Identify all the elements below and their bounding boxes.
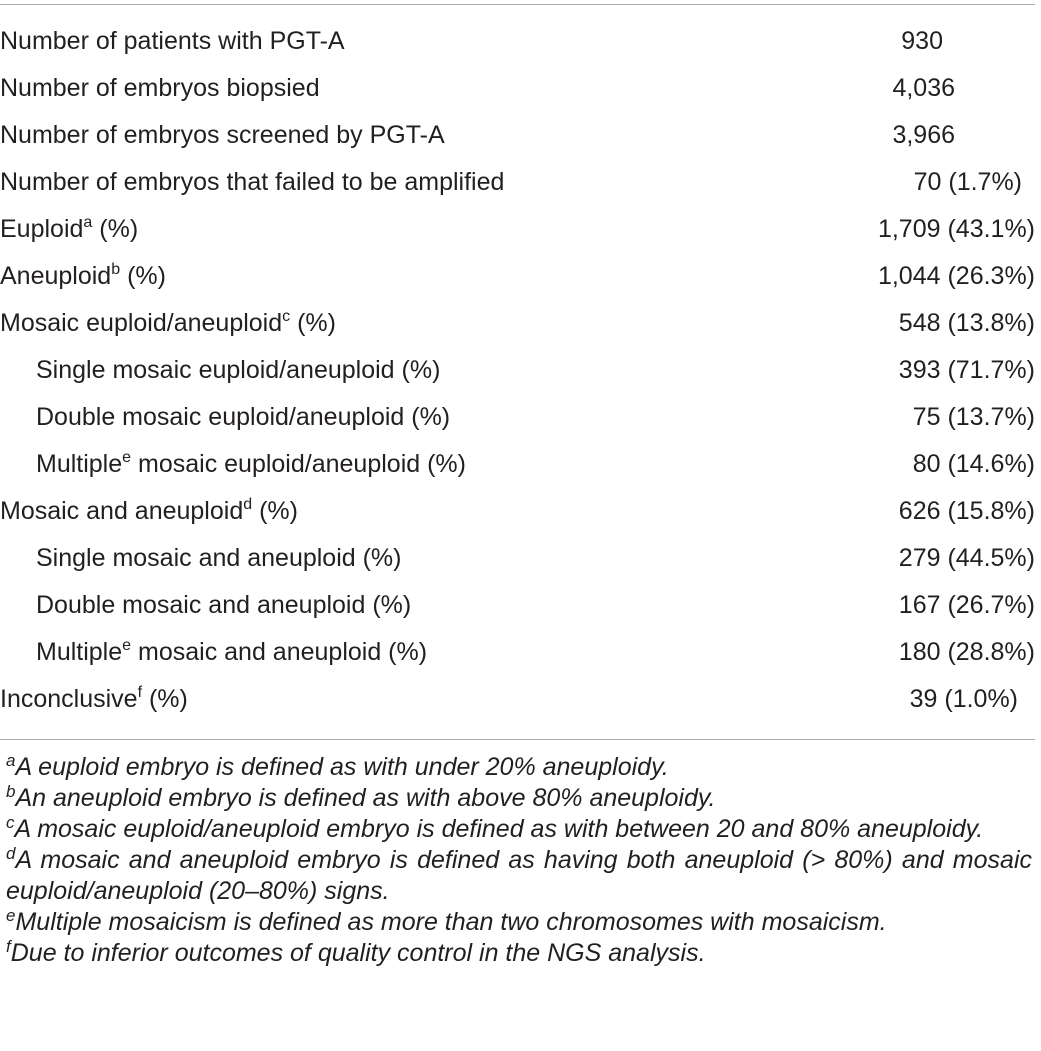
table-row <box>0 676 1035 723</box>
row-label: Single mosaic euploid/aneuploid (%) <box>36 356 441 384</box>
footnote-mark: a <box>6 751 16 770</box>
table-row <box>0 159 1035 206</box>
footnote-mark: f <box>6 937 11 956</box>
results-table <box>0 18 1035 723</box>
row-label: Number of embryos that failed to be amplified <box>0 168 505 196</box>
row-value: 4,036 <box>892 74 955 102</box>
table-row <box>0 629 1035 676</box>
table-row <box>0 394 1035 441</box>
row-label: Double mosaic and aneuploid (%) <box>36 591 412 619</box>
row-value: 279 (44.5%) <box>898 544 1035 572</box>
row-value: 1,044 (26.3%) <box>877 262 1035 290</box>
row-value: 393 (71.7%) <box>898 356 1035 384</box>
footnote-text: A euploid embryo is defined as with under 20% aneuploidy. <box>15 753 669 781</box>
footnote-mark: e <box>6 906 16 925</box>
footnote-text: A mosaic and aneuploid embryo is defined as having both aneuploid (> 80%) and mosaic euploid/aneuploid (20–80%) signs. <box>6 846 1032 905</box>
table-row <box>0 582 1035 629</box>
row-label: Mosaic and aneuploid$^d$ (%) <box>0 496 298 525</box>
table-top-rule <box>0 4 1035 5</box>
footnote-mark: c <box>6 813 15 832</box>
row-label: Inconclusive$^f$ (%) <box>0 684 188 713</box>
table-bottom-rule <box>0 739 1035 740</box>
row-value: 167 (26.7%) <box>898 591 1035 619</box>
row-value: 3,966 <box>892 121 955 149</box>
footnote-marker: a <box>83 214 93 231</box>
footnote-marker: b <box>111 261 121 278</box>
row-value: 75 (13.7%) <box>912 403 1035 431</box>
footnote-marker: e <box>122 637 132 654</box>
footnote-text: Due to inferior outcomes of quality control in the NGS analysis. <box>10 939 706 967</box>
footnote-marker: f <box>137 684 143 701</box>
table-row <box>0 65 1035 112</box>
row-value: 626 (15.8%) <box>898 497 1035 525</box>
footnote <box>6 752 1032 783</box>
row-label: Multiple$^e$ mosaic euploid/aneuploid (%) <box>36 449 466 478</box>
table-row <box>0 18 1035 65</box>
row-label: Number of patients with PGT-A <box>0 27 345 55</box>
footnote <box>6 845 1032 907</box>
footnote-marker: c <box>282 308 291 325</box>
footnote-mark: d <box>6 844 16 863</box>
row-label: Multiple$^e$ mosaic and aneuploid (%) <box>36 637 428 666</box>
table-row <box>0 535 1035 582</box>
footnote <box>6 938 1032 969</box>
footnote-text: Multiple mosaicism is defined as more than two chromosomes with mosaicism. <box>15 908 887 936</box>
table-row <box>0 112 1035 159</box>
row-label: Euploid$^a$ (%) <box>0 214 139 243</box>
table-row <box>0 300 1035 347</box>
row-label: Number of embryos biopsied <box>0 74 320 102</box>
row-value: 930 <box>901 27 943 55</box>
footnote-marker: d <box>243 496 253 513</box>
table-row <box>0 488 1035 535</box>
row-label: Aneuploid$^b$ (%) <box>0 261 166 290</box>
row-value: 180 (28.8%) <box>898 638 1035 666</box>
table-row <box>0 206 1035 253</box>
footnote-mark: b <box>6 782 16 801</box>
table-row <box>0 253 1035 300</box>
footnote <box>6 907 1032 938</box>
row-value: 1,709 (43.1%) <box>877 215 1035 243</box>
footnote-text: A mosaic euploid/aneuploid embryo is defined as with between 20 and 80% aneuploidy. <box>14 815 984 843</box>
row-label: Mosaic euploid/aneuploid$^c$ (%) <box>0 308 336 337</box>
table-footnotes <box>6 752 1032 969</box>
row-label: Single mosaic and aneuploid (%) <box>36 544 402 572</box>
table-row <box>0 347 1035 394</box>
row-label: Double mosaic euploid/aneuploid (%) <box>36 403 451 431</box>
row-value: 548 (13.8%) <box>898 309 1035 337</box>
row-value: 70 (1.7%) <box>913 168 1022 196</box>
row-value: 80 (14.6%) <box>912 450 1035 478</box>
footnote-marker: e <box>122 449 132 466</box>
footnote-text: An aneuploid embryo is defined as with above 80% aneuploidy. <box>15 784 716 812</box>
footnote <box>6 814 1032 845</box>
footnote <box>6 783 1032 814</box>
row-label: Number of embryos screened by PGT-A <box>0 121 445 149</box>
table-row <box>0 441 1035 488</box>
row-value: 39 (1.0%) <box>909 685 1018 713</box>
